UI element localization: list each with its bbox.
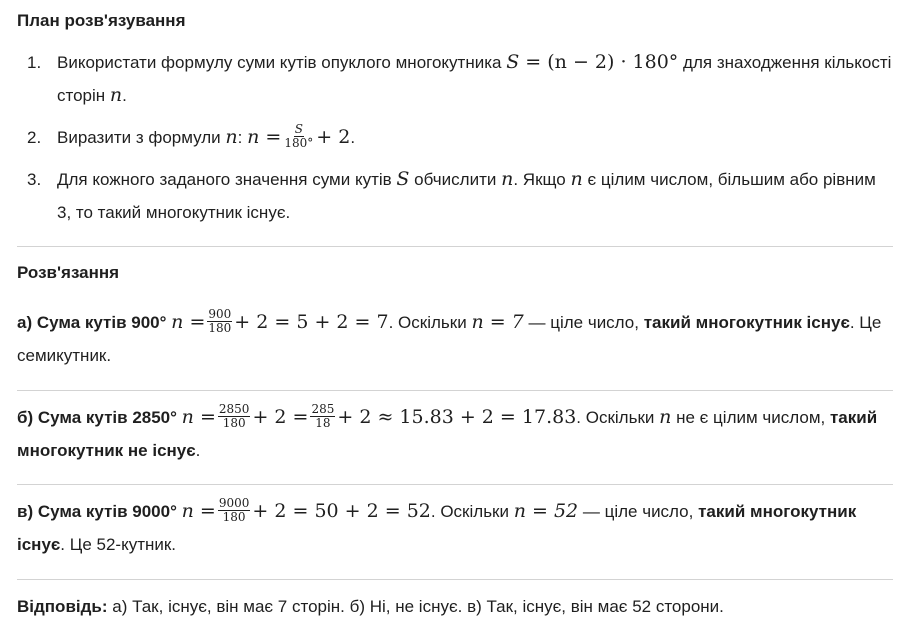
condition: n bbox=[659, 406, 672, 428]
solution-part-a: а) Сума кутів 900° n = $\frac{900}{180}$ + 2 = 5 + 2 = 7. Оскільки n = 7 — ціле число, такий многокутник існує. Це семикутник. bbox=[17, 306, 882, 365]
step-number: 1. bbox=[27, 53, 42, 72]
divider bbox=[17, 579, 893, 580]
answer-line bbox=[17, 590, 892, 623]
formula: n = $\frac{2850}{180}$ + 2 = $\frac{285}{18}$ + 2 ≈ 15.83 + 2 = 17.83 bbox=[181, 401, 577, 430]
verdict: такий многокутник існує bbox=[643, 313, 850, 332]
verdict: такий многокутник не існує bbox=[17, 408, 878, 460]
condition: n = 52 bbox=[513, 500, 579, 522]
solution-part-c: в) Сума кутів 9000° n = $\frac{9000}{180}$ + 2 = 50 + 2 = 52. Оскільки n = 52 — ціле число, такий многокутник існує. Це 52-кутник. bbox=[17, 495, 857, 554]
divider bbox=[17, 484, 893, 485]
variable: S bbox=[396, 168, 410, 190]
fraction: $\frac{S}{180^\circ}$ bbox=[284, 121, 314, 150]
step-text: Для кожного заданого значення суми кутів bbox=[57, 170, 392, 189]
fraction: $\frac{9000}{180}$ bbox=[218, 495, 250, 524]
solution-heading: Розв'язання bbox=[17, 263, 120, 282]
plan-steps-list bbox=[17, 46, 892, 229]
condition: n = 7 bbox=[471, 311, 524, 333]
solution-part-b: б) Сума кутів 2850° n = $\frac{2850}{180}$ + 2 = $\frac{285}{18}$ + 2 ≈ 15.83 + 2 = 17.83. Оскільки n не є цілим числом, такий многокутник не існує. bbox=[17, 401, 878, 460]
step-text: Виразити з формули bbox=[57, 128, 221, 147]
step-number: 3. bbox=[27, 170, 42, 189]
step-text: Використати формулу суми кутів опуклого многокутника bbox=[57, 53, 502, 72]
variable: n bbox=[225, 126, 238, 148]
step-text: обчислити bbox=[414, 170, 497, 189]
verdict: такий многокутник існує bbox=[17, 502, 857, 554]
divider bbox=[17, 246, 893, 247]
fraction: $\frac{285}{18}$ bbox=[311, 401, 335, 430]
part-label: а) Сума кутів 900° bbox=[17, 313, 167, 332]
variable: n bbox=[109, 84, 123, 106]
plan-step-1: 1. Використати формулу суми кутів опуклого многокутника S = (n − 2) · 180° для знаходження кількості сторін n. bbox=[17, 46, 892, 112]
fraction: $\frac{2850}{180}$ bbox=[218, 401, 250, 430]
formula: n = $\frac{S}{180^\circ}$ + 2 bbox=[247, 121, 351, 150]
plan-step-2: 2. Виразити з формули n: n = $\frac{S}{180^\circ}$ + 2. bbox=[17, 121, 892, 154]
step-text: для знаходження кількості сторін bbox=[57, 53, 892, 105]
plan-step-3: 3. Для кожного заданого значення суми кутів S обчислити n. Якщо n є цілим числом, більшим або рівним 3, то такий многокутник існує. bbox=[17, 163, 892, 229]
fraction: $\frac{900}{180}$ bbox=[208, 306, 232, 335]
step-number: 2. bbox=[27, 128, 42, 147]
formula: n = $\frac{9000}{180}$ + 2 = 50 + 2 = 52 bbox=[181, 495, 431, 524]
plan-heading: План розв'язування bbox=[17, 11, 186, 30]
answer-label: Відповідь: bbox=[17, 597, 108, 616]
part-label: в) Сума кутів 9000° bbox=[17, 502, 177, 521]
part-label: б) Сума кутів 2850° bbox=[17, 408, 177, 427]
step-text: є цілим числом, більшим або рівним 3, то такий многокутник існує. bbox=[57, 170, 876, 222]
variable: n bbox=[501, 168, 514, 190]
formula: n = $\frac{900}{180}$ + 2 = 5 + 2 = 7 bbox=[171, 306, 389, 335]
variable: n bbox=[570, 168, 583, 190]
formula: S = (n − 2) · 180° bbox=[506, 51, 679, 73]
divider bbox=[17, 390, 893, 391]
answer-text: а) Так, існує, він має 7 сторін. б) Ні, не існує. в) Так, існує, він має 52 сторони. bbox=[112, 597, 724, 616]
